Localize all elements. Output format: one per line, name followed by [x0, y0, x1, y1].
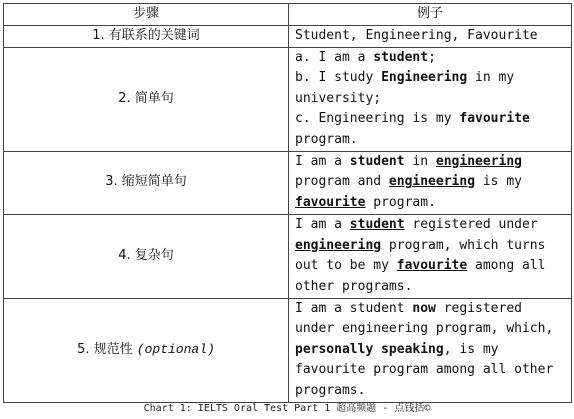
table-row — [4, 298, 572, 402]
chart-caption: Chart 1: IELTS Oral Test Part 1 超高频题 - 点钱括© — [143, 403, 431, 414]
keyword-student: student — [373, 49, 429, 65]
example-line-c: c. Engineering is my favourite program. — [295, 111, 530, 147]
keyword-engineering: engineering — [388, 174, 476, 190]
table-row — [4, 214, 572, 298]
keyword-engineering: engineering — [435, 153, 522, 169]
example-cell — [289, 47, 572, 151]
example-cell: Student, Engineering, Favourite — [289, 25, 572, 47]
table-row — [4, 25, 572, 47]
step-cell: 5. 规范性 (optional) — [4, 298, 289, 402]
step-cell: 4. 复杂句 — [4, 214, 289, 298]
example-line-a: a. I am a student; — [295, 49, 436, 65]
keyword-engineering: Engineering — [381, 70, 468, 86]
keyword-student: student — [349, 153, 405, 169]
table-row — [4, 47, 572, 151]
optional-note: (optional) — [136, 341, 215, 357]
keyword-favourite: favourite — [295, 194, 366, 210]
step-cell: 2. 简单句 — [4, 47, 289, 151]
keyword-personally-speaking: personally speaking — [295, 341, 444, 357]
header-row — [4, 4, 572, 26]
step-cell: 1. 有联系的关键词 — [4, 25, 289, 47]
keyword-engineering: engineering — [295, 237, 382, 253]
keyword-favourite: favourite — [396, 258, 468, 273]
step-cell: 3. 缩短简单句 — [4, 151, 289, 214]
steps-examples-table — [3, 3, 572, 403]
table-row — [4, 151, 572, 214]
keyword-favourite: favourite — [459, 111, 530, 127]
keyword-student: student — [349, 217, 405, 232]
example-cell: I am a student now registered under engineering program, which, personally speaking, is my favourite program among all other programs. — [289, 298, 572, 402]
keyword-now: now — [412, 300, 436, 316]
example-cell: I am a student in engineering program and engineering is my favourite program. — [289, 151, 572, 214]
header-steps: 步骤 — [4, 4, 289, 26]
header-examples: 例子 — [289, 4, 572, 26]
example-line-b: b. I study Engineering in my university; — [295, 70, 515, 106]
example-cell: I am a student registered under engineering program, which turns out to be my favourite among all other programs. — [289, 214, 572, 298]
